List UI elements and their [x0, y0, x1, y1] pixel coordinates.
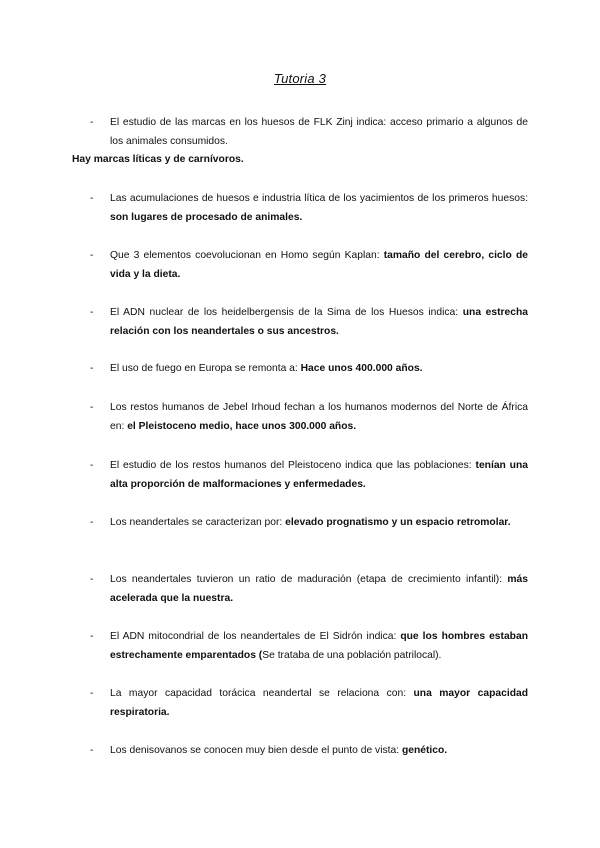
list-item — [90, 741, 528, 760]
item-text: Los neandertales se caracterizan por: elevado prognatismo y un espacio retromolar. — [110, 517, 511, 528]
list-item — [90, 398, 528, 436]
list-item — [90, 684, 528, 722]
bullet: - — [90, 460, 94, 471]
item-text: El estudio de las marcas en los huesos de FLK Zinj indica: acceso primario a algunos de los animales consumidos. — [110, 117, 528, 147]
item-text: El estudio de los restos humanos del Pleistoceno indica que las poblaciones: tenían una alta proporción de malformaciones y enfermedades. — [110, 460, 528, 490]
item-text: Las acumulaciones de huesos e industria lítica de los yacimientos de los primeros huesos: son lugares de procesado de animales. — [110, 193, 528, 223]
list-item — [90, 627, 528, 665]
bullet: - — [90, 688, 94, 699]
bullet: - — [90, 517, 94, 528]
bullet: - — [90, 631, 94, 642]
bullet: - — [90, 250, 94, 261]
bullet: - — [90, 402, 94, 413]
bullet: - — [90, 574, 94, 585]
list-item — [90, 359, 528, 378]
bullet: - — [90, 745, 94, 756]
item-text: Los neandertales tuvieron un ratio de maduración (etapa de crecimiento infantil): más acelerada que la nuestra. — [110, 574, 528, 604]
list-item — [90, 570, 528, 608]
bullet: - — [90, 117, 94, 128]
list-item — [90, 113, 528, 151]
item-text: Que 3 elementos coevolucionan en Homo según Kaplan: tamaño del cerebro, ciclo de vida y la dieta. — [110, 250, 528, 280]
item-text: Los denisovanos se conocen muy bien desde el punto de vista: genético. — [110, 745, 448, 756]
item-text: Los restos humanos de Jebel Irhoud fechan a los humanos modernos del Norte de África en: el Pleistoceno medio, hace unos 300.000 años. — [110, 402, 528, 432]
list-item — [90, 513, 528, 532]
item-text: El uso de fuego en Europa se remonta a: Hace unos 400.000 años. — [110, 363, 423, 374]
page-title: Tutoria 3 — [273, 71, 327, 86]
list-item — [90, 456, 528, 494]
item-text: El ADN mitocondrial de los neandertales de El Sidrón indica: que los hombres estaban estrechamente emparentados (Se trataba de una población patrilocal). — [110, 631, 528, 661]
bullet: - — [90, 307, 94, 318]
item-text: La mayor capacidad torácica neandertal se relaciona con: una mayor capacidad respiratoria. — [110, 688, 529, 718]
list-item — [90, 189, 528, 227]
list-item — [90, 246, 528, 284]
list-item — [90, 303, 528, 341]
item-text: El ADN nuclear de los heidelbergensis de la Sima de los Huesos indica: una estrecha relación con los neandertales o sus ancestros. — [110, 307, 528, 337]
bullet: - — [90, 193, 94, 204]
bullet: - — [90, 363, 94, 374]
standalone-note: Hay marcas líticas y de carnívoros. — [72, 154, 244, 165]
